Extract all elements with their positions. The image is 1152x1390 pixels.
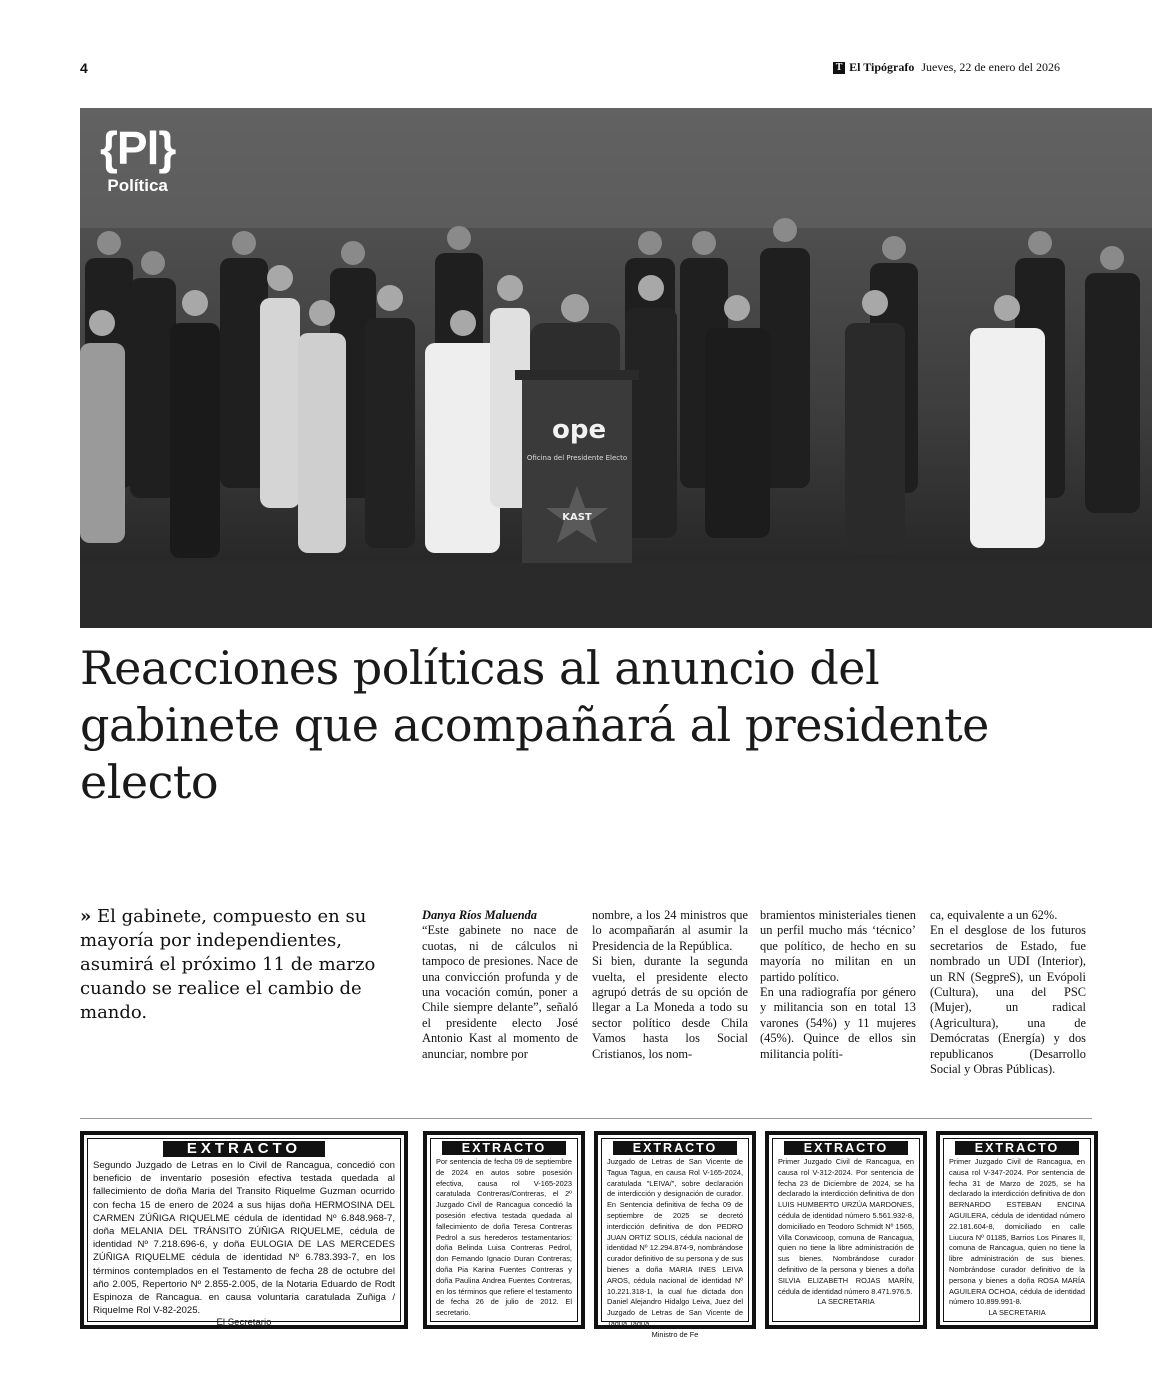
- publication-name: El Tipógrafo: [849, 60, 915, 74]
- notice-body: Por sentencia de fecha 09 de septiembre de 2024 en autos sobre posesión efectiva, causa rol V-165-2023 caratulada Contreras/Contreras, el 2º Juzgado Civil de Rancagua concedió la posesión efectiva testada quedada al fallecimiento de doña Teresa Contreras Pedrol a sus herederos testamentarios: doña Belinda Luisa Contreras Pedrol, don Fernando Ignacio Duran Contreras; doña Pia Karina Fuentes Contreras y doña Paulina Andrea Fuentes Contreras, en los términos que refiere el testamento de fecha 26 de julio de 2012. El secretario.: [436, 1157, 572, 1318]
- podium-badge: KAST: [562, 512, 592, 523]
- article-headline: Reacciones políticas al anuncio del gabinete que acompañará al presidente electo: [80, 641, 989, 809]
- article-column-3: [760, 908, 916, 1062]
- article-summary: [80, 905, 380, 1025]
- paragraph: nombre, a los 24 ministros que lo acompañarán al asumir la Presidencia de la República.: [592, 908, 748, 953]
- notice-title: EXTRACTO: [163, 1141, 325, 1157]
- notice-body: Juzgado de Letras de San Vicente de Tagua Tagua, en causa Rol V-165-2024, caratulada "LEIVA/", sobre declaración de interdicción y designación de curador. En Sentencia definitiva de fecha 09 de septiembre de 2025 se decretó interdicción definitiva de don PEDRO JUAN ORTIZ SOLIS, cédula nacional de identidad Nº 12.294.874-9, nombrándose curador definitivo de su persona y de sus bienes a doña MARIA INES LEIVA AROS, cédula nacional de identidad Nº 10.221.318-1, la cual fue dictada don Daniel Alejandro Hidalgo Leiva, Juez del Juzgado de Letras de San Vicente de Tagua Tagua.: [607, 1157, 743, 1328]
- notice-signature: Ministro de Fe: [651, 1329, 699, 1339]
- notice-title: EXTRACTO: [784, 1141, 908, 1155]
- legal-notice: [423, 1131, 585, 1329]
- section-code: {Pl}: [100, 122, 176, 174]
- podium-logo: ope: [552, 415, 607, 445]
- masthead: [833, 60, 1060, 75]
- legal-notice: [80, 1131, 408, 1329]
- podium: [522, 373, 632, 563]
- lead-photo: [80, 108, 1152, 628]
- article-column-2: [592, 908, 748, 1062]
- notice-body: Primer Juzgado Civil de Rancagua, en causa rol V-347-2024. Por sentencia de fecha 31 de Marzo de 2025, se ha declarado la interdicción definitiva de don BERNARDO ESTEBAN ENCINA AGUILERA, cédula de identidad número 22.181.604-8, domiciliado en calle Liucura Nº 01185, Barrios Los Pinares II, comuna de Rancagua, quien no tiene la libre administración de sus bienes. Nombrándose curador definitivo de la persona y bienes a doña ROSA MARÍA AGUILERA OCHOA, cédula de identidad número 10.899.991-8.: [949, 1157, 1085, 1307]
- legal-notice: [936, 1131, 1098, 1329]
- section-divider: [80, 1118, 1092, 1119]
- notice-signature: El Secretario: [216, 1317, 272, 1329]
- section-label: Política: [107, 176, 168, 195]
- summary-quote-icon: »: [80, 906, 92, 927]
- publication-logo-icon: T: [833, 62, 845, 74]
- byline: Danya Ríos Maluenda: [422, 908, 537, 922]
- article-column-4: [930, 908, 1086, 1077]
- section-badge: [100, 122, 175, 196]
- notice-signature: LA SECRETARIA: [988, 1308, 1046, 1318]
- paragraph: bramientos ministeriales tienen un perfil mucho más ‘técnico’ que político, de hecho en su mayoría no militan en un partido político.: [760, 908, 916, 984]
- cabinet-announcement-photo: [80, 108, 1152, 628]
- notice-body: Primer Juzgado Civil de Rancagua, en causa rol V-312-2024. Por sentencia de fecha 23 de Diciembre de 2024, se ha declarado la interdicción definitiva de don LUIS HUMBERTO URZÚA MARDONES, cédula de identidad número 5.561.932-8, domiciliado en Teodoro Schmidt Nº 1565, Villa Conavicoop, comuna de Rancagua, quien no tiene la libre administración de sus bienes. Nombrándose curador definitivo de la persona y bienes a doña SILVIA ELIZABETH ROJAS MARÍN, cédula de identidad número 8.471.976.5.: [778, 1157, 914, 1296]
- article-column-1: [422, 908, 578, 1062]
- paragraph: ca, equivalente a un 62%.: [930, 908, 1058, 922]
- notice-body: Segundo Juzgado de Letras en lo Civil de Rancagua, concedió con beneficio de inventario posesión efectiva testada quedada al fallecimiento de doña Maria del Transito Riquelme Guzman ocurrido con fecha 15 de enero de 2024 a sus hijas doña HERMOSINA DEL CARMEN ZÚÑIGA RIQUELME cédula de identidad Nº 6.848.968-7, doña MELANIA DEL TRÁNSITO ZÚÑIGA RIQUELME, cédula de identidad Nº 7.218.696-6, y doña EULOGIA DE LAS MERCEDES ZÚÑIGA RIQUELME cédula de identidad Nº 6.783.393-7, en los términos contemplados en el Testamento de fecha 28 de octubre del año 2.005, Repertorio Nº 2.855-2.005, de la Notaria Eduardo de Rodt Espinoza de Rancagua. en causa voluntaria caratulada Zuñiga / Riquelme Rol V-82-2025.: [93, 1160, 395, 1317]
- notice-signature: LA SECRETARIA: [817, 1297, 875, 1307]
- notice-title: EXTRACTO: [613, 1141, 737, 1155]
- notice-title: EXTRACTO: [442, 1141, 566, 1155]
- paragraph: En una radiografía por género y militancia son en total 13 varones (54%) y 11 mujeres (45%). Quince de ellos sin militancia políti-: [760, 985, 916, 1061]
- legal-notice: [594, 1131, 756, 1339]
- issue-date: Jueves, 22 de enero del 2026: [921, 60, 1060, 74]
- podium-subtitle: Oficina del Presidente Electo: [526, 454, 628, 462]
- legal-notice: [765, 1131, 927, 1329]
- notice-title: EXTRACTO: [955, 1141, 1079, 1155]
- paragraph: “Este gabinete no nace de cuotas, ni de cálculos ni tampoco de presiones. Nace de una convicción profunda y de una vocación común, poner a Chile siempre delante”, señaló el presidente electo José Antonio Kast al momento de anunciar, nombre por: [422, 923, 578, 1061]
- summary-text: El gabinete, compuesto en su mayoría por independientes, asumirá el próximo 11 de marzo cuando se realice el cambio de mando.: [80, 906, 376, 1023]
- paragraph: Si bien, durante la segunda vuelta, el presidente electo agrupó detrás de su opción de llegar a La Moneda a todo su sector político desde Chila Vamos hasta los Social Cristianos, los nom-: [592, 954, 748, 1061]
- paragraph: En el desglose de los futuros secretarios de Estado, fue nombrado un UDI (Interior), un RN (SegpreS), un Evópoli (Cultura), una del PSC (Mujer), un radical (Agricultura), una de Demócratas (Energía) y dos republicanos (Desarrollo Social y Obras Públicas).: [930, 923, 1086, 1077]
- page-number: 4: [80, 60, 88, 76]
